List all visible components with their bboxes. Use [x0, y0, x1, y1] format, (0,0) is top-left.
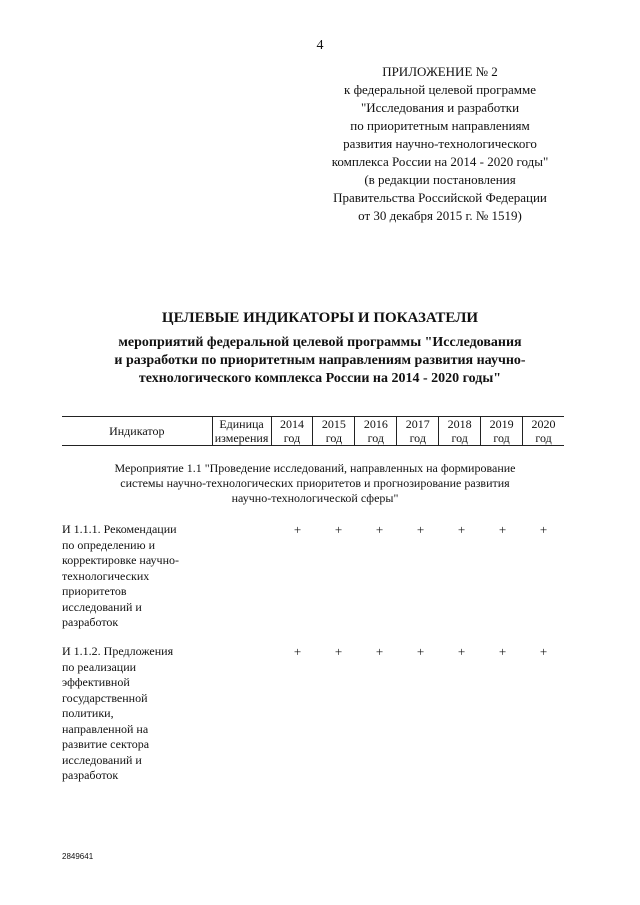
indicator-1-1-2-marks [277, 644, 564, 658]
plus-mark-2014: + [293, 522, 302, 537]
indicator-line: по реализации [62, 659, 137, 674]
indicator-line: политики, [62, 706, 114, 720]
appendix-line: к федеральной целевой программе [344, 82, 536, 97]
header-unit-line: измерения [214, 431, 269, 445]
subtitle-line: и разработки по приоритетным направлениям развития научно- [114, 353, 526, 368]
indicator-line: эффективной [62, 675, 130, 689]
year-suffix: год [535, 431, 552, 445]
activity-line: системы научно-технологических приоритетов и прогнозирование развития [120, 476, 510, 490]
plus-mark-2015: + [334, 522, 343, 537]
plus-mark-2020: + [539, 522, 548, 537]
indicator-1-1-1 [62, 522, 212, 631]
appendix-line: "Исследования и разработки [360, 100, 520, 115]
indicators-table-header [62, 416, 564, 446]
header-year-2016 [355, 417, 397, 446]
year-suffix: год [325, 431, 343, 445]
plus-mark-2016: + [375, 644, 384, 659]
plus-mark-2017: + [416, 522, 425, 537]
plus-mark-2019: + [498, 644, 507, 659]
indicator-line: по определению и [62, 537, 155, 552]
year-value: 2017 [405, 417, 430, 431]
header-unit-line: Единица [219, 417, 264, 431]
appendix-header [310, 63, 570, 225]
header-year-2017 [397, 417, 439, 446]
indicator-line: исследований и [62, 599, 142, 614]
year-suffix: год [283, 431, 301, 445]
appendix-line: Правительства Российской Федерации [333, 190, 547, 205]
activity-line: Мероприятие 1.1 "Проведение исследований, направленных на формирование [114, 461, 516, 475]
year-suffix: год [493, 431, 510, 445]
plus-mark-2018: + [457, 522, 466, 537]
document-code: 2849641 [62, 852, 94, 861]
subtitle-line: мероприятий федеральной целевой программы "Исследования [118, 335, 522, 350]
indicator-line: корректировке научно- [62, 553, 179, 567]
appendix-line: развития научно-технологического [343, 136, 537, 151]
year-value: 2020 [531, 417, 556, 431]
appendix-line: от 30 декабря 2015 г. № 1519) [358, 208, 522, 223]
indicator-line: разработок [62, 768, 119, 782]
header-year-2014 [271, 417, 313, 446]
indicator-line: направленной на [62, 721, 149, 736]
document-title: ЦЕЛЕВЫЕ ИНДИКАТОРЫ И ПОКАЗАТЕЛИ [161, 310, 479, 326]
year-suffix: год [451, 431, 468, 445]
year-value: 2019 [489, 417, 514, 431]
appendix-line: по приоритетным направлениям [350, 118, 530, 133]
indicator-line: И 1.1.1. Рекомендации [62, 522, 177, 536]
header-unit [212, 417, 271, 446]
header-year-2020 [523, 417, 564, 446]
year-suffix: год [367, 431, 385, 445]
header-year-2018 [439, 417, 481, 446]
plus-mark-2017: + [416, 644, 425, 659]
appendix-line: ПРИЛОЖЕНИЕ № 2 [382, 64, 498, 79]
indicator-line: приоритетов [62, 584, 127, 598]
indicator-line: технологических [62, 568, 150, 583]
year-value: 2016 [363, 417, 388, 431]
indicator-line: И 1.1.2. Предложения [62, 644, 174, 658]
plus-mark-2014: + [293, 644, 302, 659]
appendix-line: (в редакции постановления [364, 172, 516, 187]
plus-mark-2019: + [498, 522, 507, 537]
year-value: 2014 [279, 417, 304, 431]
header-year-2015 [313, 417, 355, 446]
year-value: 2018 [447, 417, 472, 431]
activity-heading [80, 461, 550, 506]
year-suffix: год [409, 431, 426, 445]
appendix-line: комплекса России на 2014 - 2020 годы" [331, 154, 549, 169]
header-indicator: Индикатор [62, 417, 212, 446]
header-year-2019 [481, 417, 523, 446]
plus-mark-2015: + [334, 644, 343, 659]
indicator-1-1-2 [62, 644, 212, 784]
plus-mark-2016: + [375, 522, 384, 537]
year-value: 2015 [321, 417, 346, 431]
activity-line: научно-технологической сферы" [231, 491, 399, 505]
plus-mark-2020: + [539, 644, 548, 659]
indicator-line: государственной [62, 690, 148, 705]
indicator-1-1-1-marks [277, 522, 564, 536]
page-number: 4 [316, 38, 324, 53]
indicator-line: разработок [62, 615, 119, 629]
indicator-line: исследований и [62, 752, 142, 767]
plus-mark-2018: + [457, 644, 466, 659]
subtitle-line: технологического комплекса России на 2014 - 2020 годы" [138, 371, 502, 386]
indicator-line: развитие сектора [62, 737, 150, 751]
document-subtitle [60, 334, 580, 388]
